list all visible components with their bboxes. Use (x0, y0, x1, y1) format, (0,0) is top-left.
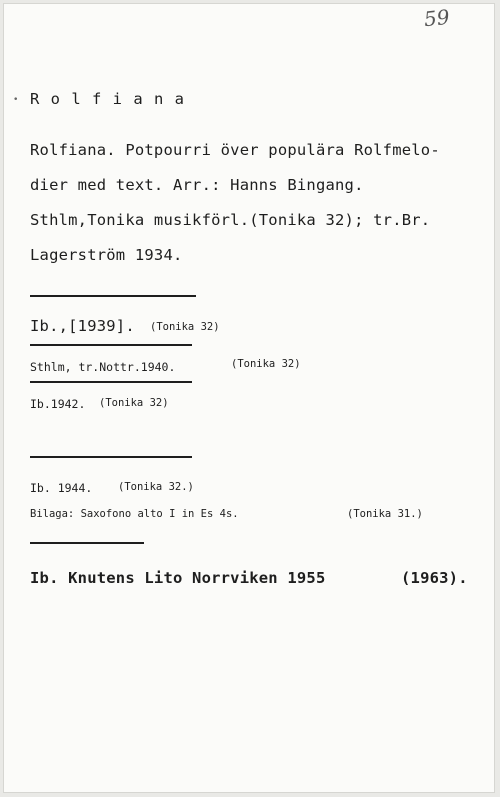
edition-2-note: (Tonika 32) (231, 358, 301, 370)
divider-rule (30, 344, 192, 346)
card-heading: R o l f i a n a (30, 90, 185, 108)
edition-6-text: Ib. Knutens Lito Norrviken 1955 (30, 569, 326, 587)
handwritten-card-number: 59 (422, 4, 451, 32)
edition-5-text: Bilaga: Saxofono alto I in Es 4s. (30, 508, 239, 520)
divider-rule (30, 542, 144, 544)
edition-4-note: (Tonika 32.) (118, 481, 194, 493)
divider-rule (30, 381, 192, 383)
edition-5-note: (Tonika 31.) (347, 508, 423, 520)
edition-3-note: (Tonika 32) (99, 397, 169, 409)
bullet-mark: • (13, 95, 19, 105)
divider-rule (30, 295, 196, 297)
entry-line-2: dier med text. Arr.: Hanns Bingang. (30, 176, 364, 194)
entry-line-1: Rolfiana. Potpourri över populära Rolfmelo- (30, 141, 440, 159)
edition-1-note: (Tonika 32) (150, 321, 220, 333)
entry-line-3: Sthlm,Tonika musikförl.(Tonika 32); tr.Br. (30, 211, 431, 229)
catalog-card (3, 3, 495, 793)
edition-4-text: Ib. 1944. (30, 481, 93, 495)
edition-2-text: Sthlm, tr.Nottr.1940. (30, 360, 176, 374)
edition-1-text: Ib.,[1939]. (30, 317, 135, 335)
edition-3-text: Ib.1942. (30, 397, 86, 411)
entry-line-4: Lagerström 1934. (30, 246, 183, 264)
edition-6-note: (1963). (401, 569, 468, 587)
divider-rule (30, 456, 192, 458)
